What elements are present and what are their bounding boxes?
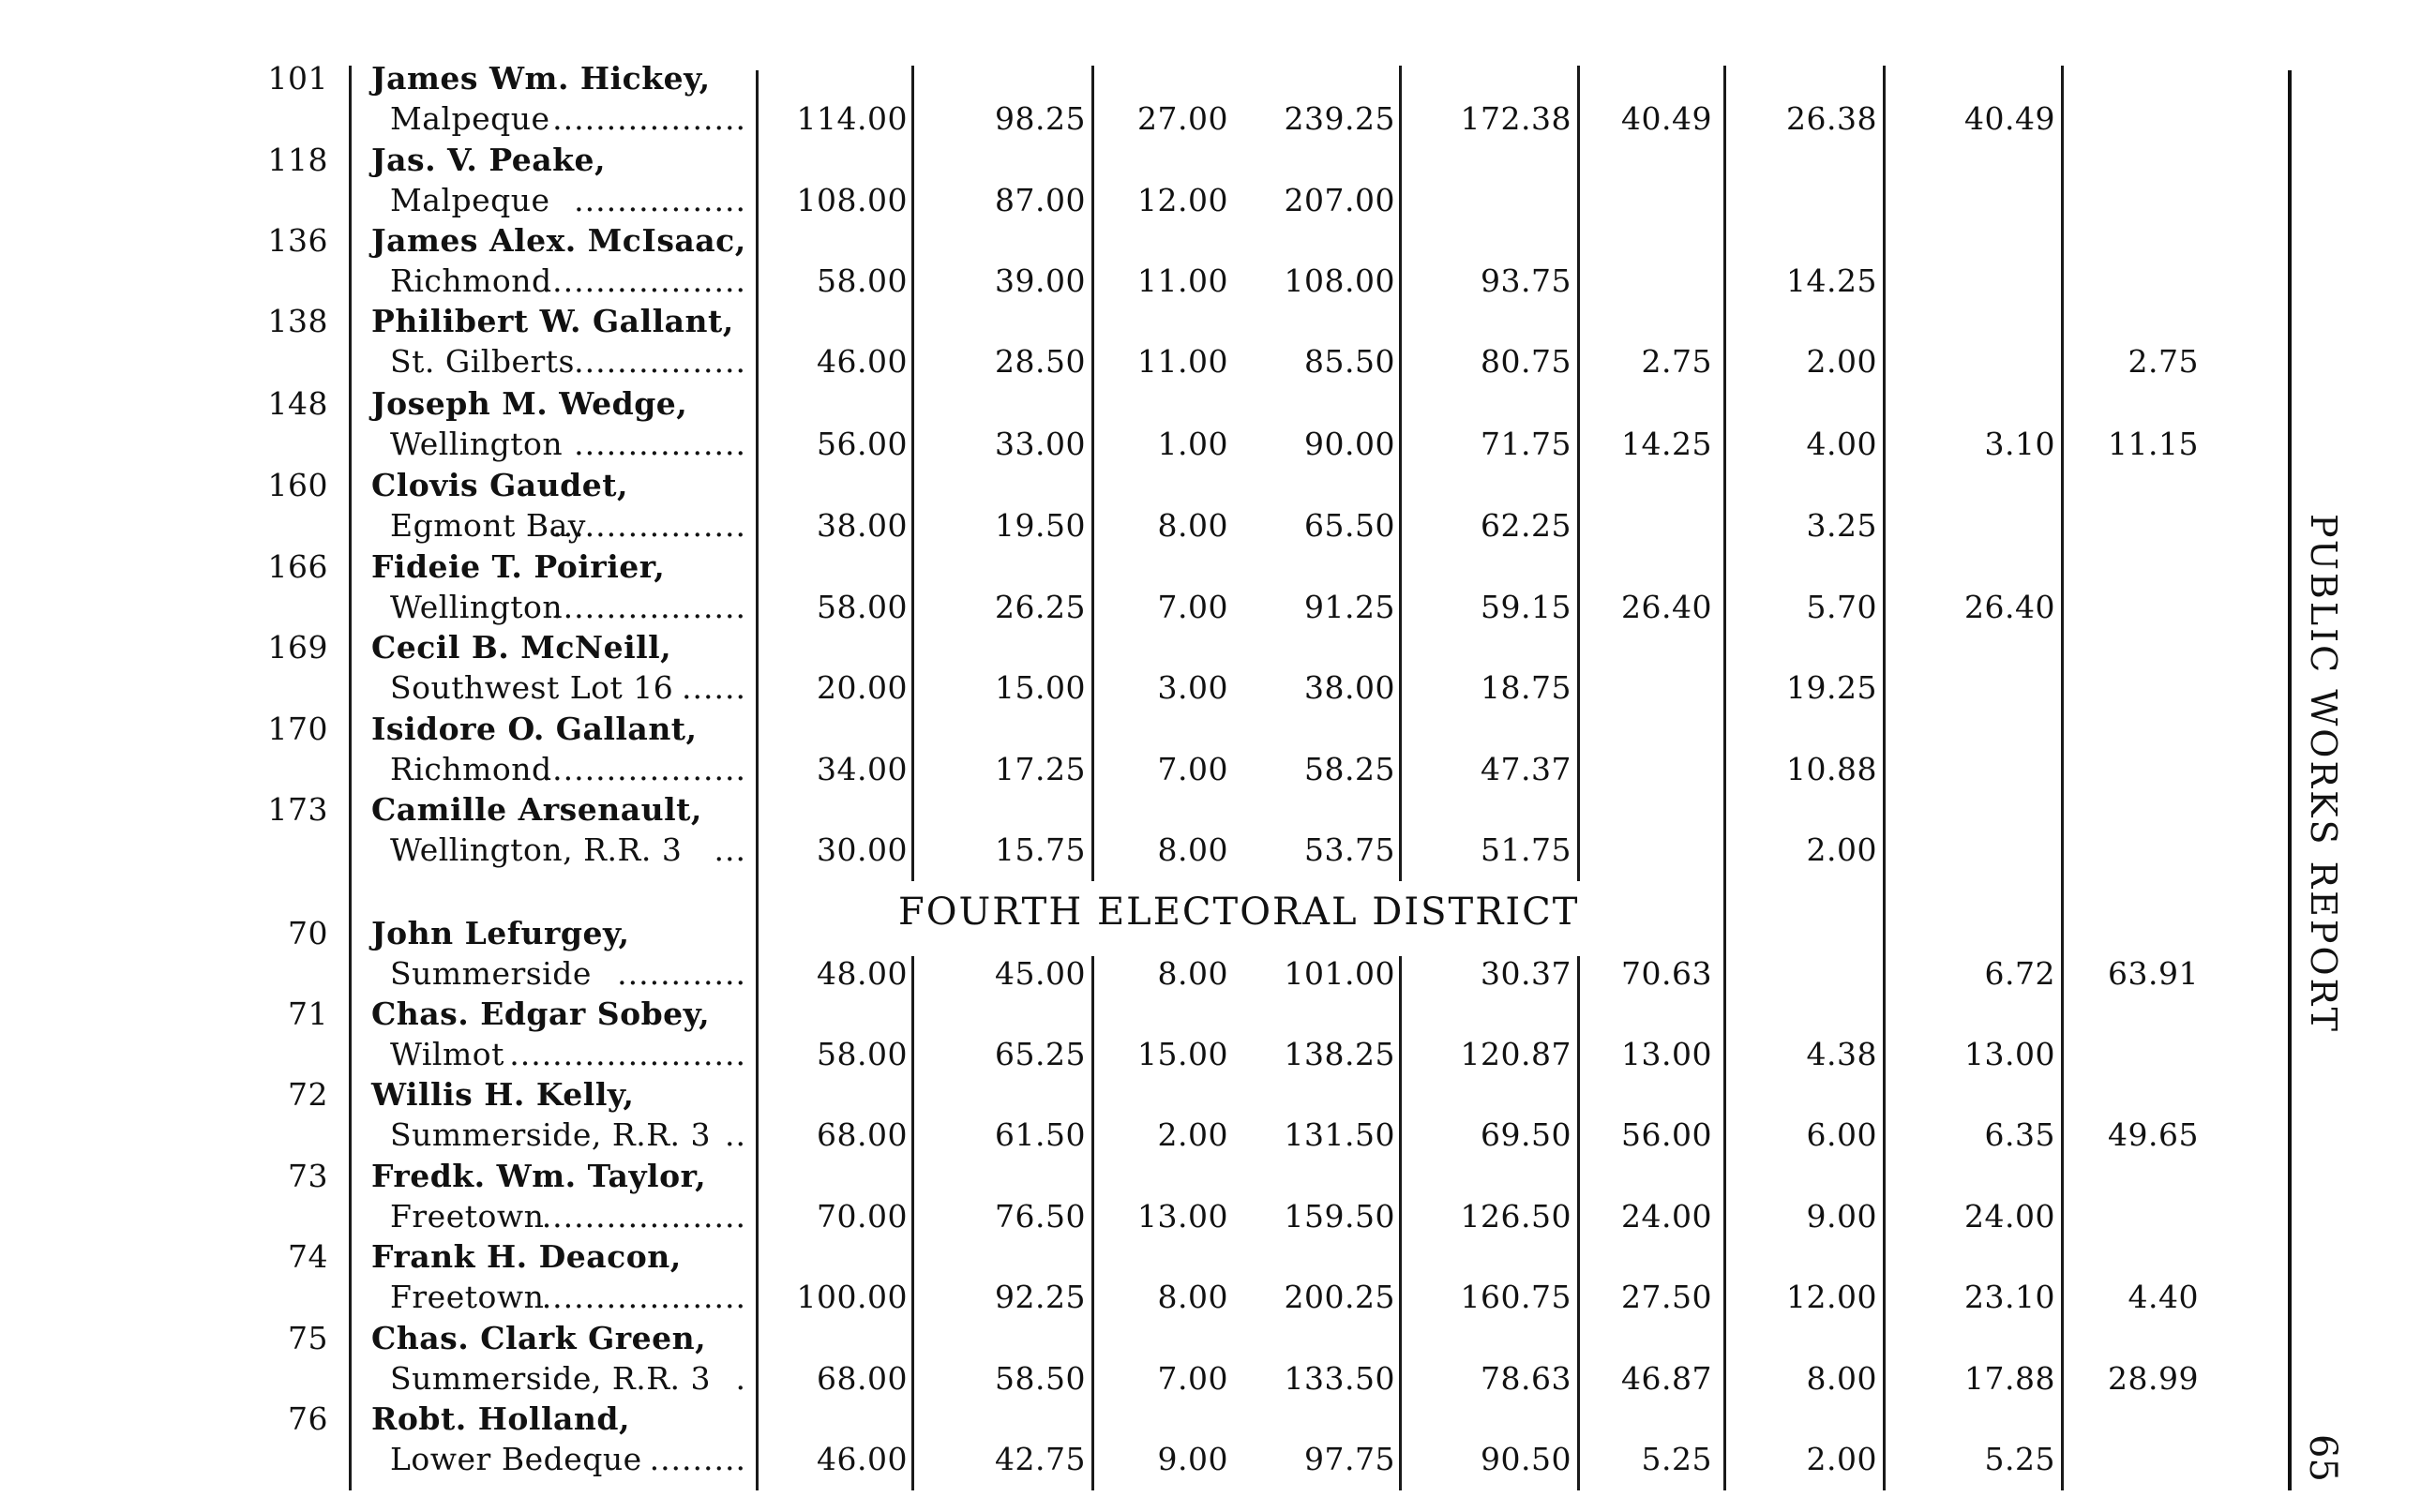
leader-dots: . [735,1360,746,1397]
amount-c3: 3.00 [1157,669,1228,706]
row-number: 73 [288,1158,328,1194]
payee-name: James Wm. Hickey, [371,60,711,97]
amount-c4: 133.50 [1284,1360,1395,1397]
amount-c2: 92.25 [995,1279,1086,1315]
row-number: 71 [288,996,328,1032]
column-rule [1577,66,1580,881]
payee-place: Freetown [390,1198,545,1235]
row-number: 76 [288,1400,328,1437]
amount-c4: 58.25 [1304,751,1395,787]
payee-name: Fideie T. Poirier, [371,548,666,585]
row-number: 138 [267,303,328,339]
amount-c8: 40.49 [1964,100,2055,137]
amount-c3: 15.00 [1137,1036,1228,1072]
payee-name: Cecil B. McNeill, [371,629,672,666]
amount-c3: 27.00 [1137,100,1228,137]
payee-name: Clovis Gaudet, [371,467,628,503]
payee-place: Wellington [390,589,564,625]
amount-c3: 12.00 [1137,182,1228,218]
leader-dots: ................... [541,1279,746,1315]
page-number: 65 [2301,1434,2344,1482]
payee-place: Wellington, R.R. 3 [390,831,683,868]
amount-c6: 70.63 [1621,955,1712,992]
amount-c2: 61.50 [995,1116,1086,1153]
amount-c4: 53.75 [1304,831,1395,868]
amount-c5: 51.75 [1481,831,1571,868]
amount-c7: 19.25 [1786,669,1877,706]
amount-c1: 58.00 [817,1036,908,1072]
amount-c6: 14.25 [1621,426,1712,462]
row-number: 160 [267,467,328,503]
payee-name: Joseph M. Wedge, [371,385,688,422]
amount-c1: 56.00 [817,426,908,462]
amount-c2: 76.50 [995,1198,1086,1235]
amount-c8: 13.00 [1964,1036,2055,1072]
amount-c3: 11.00 [1137,343,1228,380]
amount-c5: 160.75 [1460,1279,1571,1315]
amount-c7: 4.00 [1806,426,1877,462]
amount-c3: 11.00 [1137,262,1228,299]
amount-c7: 3.25 [1806,507,1877,544]
amount-c2: 39.00 [995,262,1086,299]
amount-c4: 97.75 [1304,1441,1395,1477]
payee-name: James Alex. McIsaac, [371,222,746,259]
payee-place: St. Gilberts [390,343,575,380]
amount-c2: 98.25 [995,100,1086,137]
column-rule [2061,66,2064,1490]
amount-c5: 18.75 [1481,669,1571,706]
amount-c2: 58.50 [995,1360,1086,1397]
amount-c8: 6.72 [1984,955,2055,992]
amount-c6: 40.49 [1621,100,1712,137]
leader-dots: ............ [617,955,746,992]
amount-c5: 62.25 [1481,507,1571,544]
leader-dots: ... [714,831,746,868]
amount-c9: 49.65 [2108,1116,2199,1153]
amount-c4: 138.25 [1284,1036,1395,1072]
amount-c4: 131.50 [1284,1116,1395,1153]
page-border-rule [2288,70,2292,1490]
amount-c3: 8.00 [1157,831,1228,868]
payee-place: Summerside, R.R. 3 [390,1360,712,1397]
amount-c5: 59.15 [1481,589,1571,625]
amount-c8: 5.25 [1984,1441,2055,1477]
amount-c3: 2.00 [1157,1116,1228,1153]
amount-c4: 108.00 [1284,262,1395,299]
amount-c1: 46.00 [817,343,908,380]
payee-name: Frank H. Deacon, [371,1238,682,1275]
amount-c9: 4.40 [2128,1279,2199,1315]
amount-c7: 2.00 [1806,831,1877,868]
payee-place: Summerside, R.R. 3 [390,1116,712,1153]
amount-c6: 2.75 [1641,343,1712,380]
amount-c5: 80.75 [1481,343,1571,380]
amount-c4: 38.00 [1304,669,1395,706]
payee-name: Fredk. Wm. Taylor, [371,1158,707,1194]
leader-dots: ................ [574,343,746,380]
row-number: 166 [267,548,328,585]
amount-c4: 91.25 [1304,589,1395,625]
payee-name: Camille Arsenault, [371,791,702,828]
amount-c4: 239.25 [1284,100,1395,137]
payee-name: Robt. Holland, [371,1400,630,1437]
payee-place: Freetown [390,1279,545,1315]
amount-c5: 47.37 [1481,751,1571,787]
amount-c1: 108.00 [796,182,908,218]
amount-c1: 46.00 [817,1441,908,1477]
amount-c5: 120.87 [1460,1036,1571,1072]
payee-name: Chas. Edgar Sobey, [371,996,711,1032]
amount-c1: 58.00 [817,262,908,299]
row-number: 72 [288,1076,328,1113]
amount-c8: 23.10 [1964,1279,2055,1315]
amount-c7: 14.25 [1786,262,1877,299]
amount-c3: 9.00 [1157,1441,1228,1477]
side-running-title: PUBLIC WORKS REPORT [2303,514,2344,1034]
amount-c2: 87.00 [995,182,1086,218]
amount-c7: 12.00 [1786,1279,1877,1315]
amount-c1: 58.00 [817,589,908,625]
amount-c7: 6.00 [1806,1116,1877,1153]
payee-place: Wellington [390,426,564,462]
amount-c1: 100.00 [796,1279,908,1315]
payee-name: John Lefurgey, [371,915,630,951]
leader-dots: .................. [552,589,746,625]
column-rule [911,66,914,881]
column-rule [911,956,914,1490]
amount-c1: 68.00 [817,1360,908,1397]
amount-c3: 7.00 [1157,1360,1228,1397]
amount-c2: 45.00 [995,955,1086,992]
payee-name: Willis H. Kelly, [371,1076,635,1113]
amount-c1: 48.00 [817,955,908,992]
amount-c3: 8.00 [1157,955,1228,992]
amount-c9: 11.15 [2108,426,2199,462]
amount-c2: 33.00 [995,426,1086,462]
leader-dots: .. [725,1116,746,1153]
amount-c1: 30.00 [817,831,908,868]
column-rule [1399,66,1402,881]
leader-dots: ................... [541,751,746,787]
amount-c9: 28.99 [2108,1360,2199,1397]
payee-place: Malpeque [390,100,550,137]
amount-c8: 26.40 [1964,589,2055,625]
amount-c7: 2.00 [1806,1441,1877,1477]
row-number: 74 [288,1238,328,1275]
column-rule [1091,66,1094,881]
amount-c8: 17.88 [1964,1360,2055,1397]
amount-c2: 15.75 [995,831,1086,868]
amount-c9: 63.91 [2108,955,2199,992]
payee-name: Philibert W. Gallant, [371,303,734,339]
column-rule [756,70,759,1490]
amount-c5: 78.63 [1481,1360,1571,1397]
column-rule [1399,956,1402,1490]
amount-c4: 159.50 [1284,1198,1395,1235]
amount-c3: 7.00 [1157,589,1228,625]
amount-c6: 56.00 [1621,1116,1712,1153]
amount-c6: 27.50 [1621,1279,1712,1315]
row-number: 170 [267,711,328,747]
amount-c5: 30.37 [1481,955,1571,992]
amount-c3: 8.00 [1157,507,1228,544]
row-number: 70 [288,915,328,951]
amount-c7: 9.00 [1806,1198,1877,1235]
amount-c7: 5.70 [1806,589,1877,625]
column-rule [1577,956,1580,1490]
row-number: 169 [267,629,328,666]
payee-name: Isidore O. Gallant, [371,711,698,747]
amount-c7: 8.00 [1806,1360,1877,1397]
amount-c7: 26.38 [1786,100,1877,137]
amount-c6: 13.00 [1621,1036,1712,1072]
amount-c9: 2.75 [2128,343,2199,380]
leader-dots: ................ [574,182,746,218]
column-rule [1091,956,1094,1490]
amount-c5: 126.50 [1460,1198,1571,1235]
leader-dots: ...... [682,669,746,706]
amount-c1: 68.00 [817,1116,908,1153]
amount-c7: 10.88 [1786,751,1877,787]
amount-c5: 93.75 [1481,262,1571,299]
amount-c2: 65.25 [995,1036,1086,1072]
amount-c6: 5.25 [1641,1441,1712,1477]
amount-c7: 4.38 [1806,1036,1877,1072]
amount-c8: 24.00 [1964,1198,2055,1235]
payee-place: Richmond [390,751,552,787]
amount-c2: 26.25 [995,589,1086,625]
payee-place: Richmond [390,262,552,299]
payee-place: Summerside [390,955,592,992]
amount-c7: 2.00 [1806,343,1877,380]
amount-c5: 71.75 [1481,426,1571,462]
leader-dots: ................ [574,426,746,462]
amount-c1: 20.00 [817,669,908,706]
amount-c3: 8.00 [1157,1279,1228,1315]
leader-dots: .................. [552,100,746,137]
payee-name: Jas. V. Peake, [371,142,607,178]
leader-dots: ......... [649,1441,746,1477]
column-rule [349,66,352,1490]
amount-c2: 19.50 [995,507,1086,544]
amount-c4: 101.00 [1284,955,1395,992]
amount-c1: 70.00 [817,1198,908,1235]
amount-c8: 6.35 [1984,1116,2055,1153]
amount-c4: 90.00 [1304,426,1395,462]
row-number: 148 [267,385,328,422]
amount-c6: 46.87 [1621,1360,1712,1397]
amount-c1: 34.00 [817,751,908,787]
payee-place: Malpeque [390,182,550,218]
row-number: 75 [288,1320,328,1356]
amount-c4: 207.00 [1284,182,1395,218]
amount-c2: 17.25 [995,751,1086,787]
payee-place: Wilmot [390,1036,504,1072]
leader-dots: .................. [552,507,746,544]
row-number: 173 [267,791,328,828]
amount-c2: 28.50 [995,343,1086,380]
amount-c3: 7.00 [1157,751,1228,787]
leader-dots: ................... [541,1198,746,1235]
amount-c1: 114.00 [796,100,908,137]
amount-c4: 85.50 [1304,343,1395,380]
payee-place: Lower Bedeque [390,1441,642,1477]
payee-place: Egmont Bay [390,507,586,544]
payee-name: Chas. Clark Green, [371,1320,707,1356]
amount-c2: 42.75 [995,1441,1086,1477]
row-number: 101 [267,60,328,97]
amount-c4: 65.50 [1304,507,1395,544]
amount-c3: 13.00 [1137,1198,1228,1235]
amount-c6: 26.40 [1621,589,1712,625]
amount-c5: 172.38 [1460,100,1571,137]
amount-c5: 90.50 [1481,1441,1571,1477]
amount-c1: 38.00 [817,507,908,544]
amount-c3: 1.00 [1157,426,1228,462]
leader-dots: ................... [541,262,746,299]
leader-dots: ...................... [509,1036,746,1072]
column-rule [1723,66,1726,1490]
amount-c2: 15.00 [995,669,1086,706]
amount-c5: 69.50 [1481,1116,1571,1153]
section-heading: FOURTH ELECTORAL DISTRICT [898,891,1580,934]
row-number: 136 [267,222,328,259]
payee-place: Southwest Lot 16 [390,669,674,706]
row-number: 118 [267,142,328,178]
amount-c4: 200.25 [1284,1279,1395,1315]
amount-c6: 24.00 [1621,1198,1712,1235]
column-rule [1883,66,1886,1490]
amount-c8: 3.10 [1984,426,2055,462]
